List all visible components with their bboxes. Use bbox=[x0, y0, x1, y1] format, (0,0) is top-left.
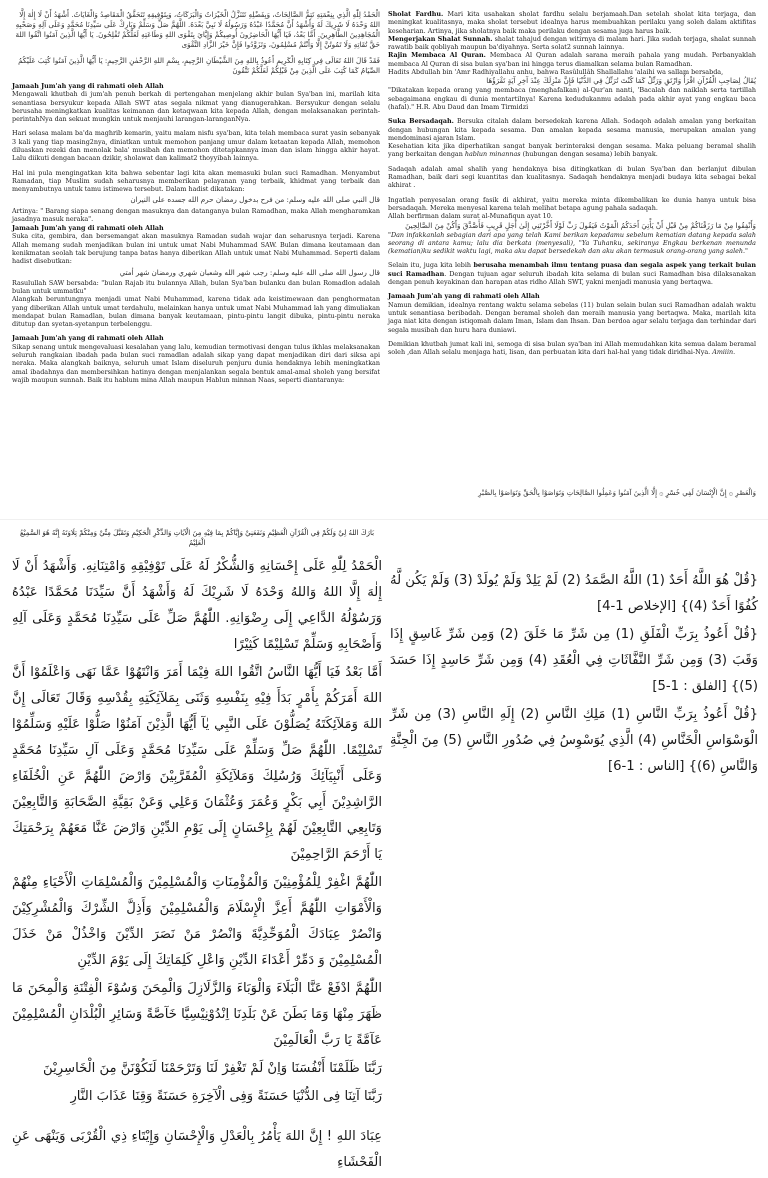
item-heading: Sholat Fardhu. bbox=[388, 10, 444, 18]
section-heading: Jamaah Jum'ah yang di rahmati oleh Allah bbox=[12, 82, 164, 90]
translation-text: "Dikatakan kepada orang yang membaca (menghafalkan) al-Qur'an nanti, 'Bacalah dan naiklah serta tartillah sebagaimana engkau di dunia mentartilnya! Karena kedudukanmu adalah pada akhir ayat yang engkau baca (hafal)." bbox=[388, 86, 756, 111]
surah-al-falaq: {قُلْ أَعُوذُ بِرَبِّ الْفَلَقِ (1) مِن شَرِّ مَا خَلَقَ (2) وَمِن شَرِّ غَاسِقٍ إِذَا وَقَبَ (3) وَمِن شَرِّ النَّفَّاثَاتِ فِي الْعُقَدِ (4) وَمِن شَرِّ حَاسِدٍ إِذَا حَسَدَ (5)} [الفلق : 1-5] bbox=[390, 627, 759, 694]
list-item bbox=[388, 51, 756, 68]
paragraph: Alangkah beruntungnya menjadi umat Nabi Muhammad, karena tidak ada keistimewaan dan penghormatan yang diberikan Allah untuk umat terdahulu, melainkan hanya untuk umat Nabi Muhammad lah yang dimuliakan mendapat bulan Ramadlan, bulan dimana banyak keutamaan, pintu-pintu langit dibuka, pintu-pintu neraka ditutup dan syetan-syetanpun terbelenggu. bbox=[12, 295, 380, 329]
paragraph: Sikap senang untuk mengevaluasi kesalahan yang lalu, kemudian termotivasi dengan tulus ikhlas melaksanakan seluruh rangkaian ibadah pada bulan suci ramadlan adalah sikap yang dapat menjadikan diri dari siksa api neraka. Maka alangkah baiknya, seluruh umat Islam diseluruh penjuru dunia hendaknya lebih meningkatkan amal ibadahnya dan membersihkan hatinya dengan menjalankan segala bentuk amal-amal sholeh yang bersifat wajib maupun sunnah. Baik itu hablum mina Allah maupun Hablun minnan Naas, seperti diantaranya: bbox=[12, 342, 380, 384]
arabic-paragraph: اللّٰهُمَّ ادْفَعْ عَنَّا الْبَلَاءَ وَالْوَبَاءَ وَالزَّلَازِلَ وَالْمِحَنَ وَسُوْءَ الْفِتْنَةِ وَالْمِحَنَ مَا ظَهَرَ مِنْهَا وَمَا بَطَنَ عَنْ بَلَدِنَا اِنْدُوْنِيْسِيَّا خَآصَّةً وَسَائِرِ الْبُلْدَانِ الْمُسْلِمِيْنَ عَآمَّةً يَا رَبَّ الْعَالَمِيْنَ bbox=[12, 981, 382, 1048]
section-heading: Jamaah Jum'ah yang di rahmati oleh Allah bbox=[12, 334, 164, 343]
text-run: . Dengan tujuan agar seluruh ibadah kita selama di bulan suci Ramadhan bisa dilaksanakan dengan penuh keyakinan dan harapan atas ridho Allah SWT, yakni menjadi manusia yang bertaqwa. bbox=[388, 269, 756, 287]
arabic-paragraph: اللّٰهُمَّ اغْفِرْ لِلْمُؤْمِنِيْنَ وَالْمُؤْمِنَاتِ وَالْمُسْلِمِيْنَ وَالْمُسْلِمَاتِ الْأَحْيَاءِ مِنْهُمْ وَالْأَمْوَاتِ اللّٰهُمَّ أَعِزَّ الْإِسْلَامَ وَالْمُسْلِمِيْنَ وَأَذِلَّ الشِّرْكَ وَالْمُشْرِكِيْنَ وَانْصُرْ عِبَادَكَ الْمُوَحِّدِيَّةَ وَانْصُرْ مَنْ نَصَرَ الدِّيْنَ وَاخْذُلْ مَنْ خَذَلَ الْمُسْلِمِيْنَ وَ دَمِّرْ أَعْدَاءَ الدِّيْنِ وَاعْلِ كَلِمَاتِكَ إِلَى يَوْمَ الدِّيْنِ bbox=[12, 875, 382, 968]
section-heading: Jamaah Jum'ah yang di rahmati oleh Allah bbox=[12, 224, 164, 233]
text-run: (hubungan dengan sesama) lebih banyak. bbox=[520, 150, 658, 159]
paragraph: Mengawali khutbah di jum'ah penuh berkah di pertengahan menjelang akhir bulan Sya'ban ini, marilah kita senantiasa bersyukur kepada Allah SWT atas segala nikmat yang dianugerahkan. Bersyukur dengan selalu berusaha meningkatkan kualitas keimanan dan ketaqwaan kita kepada Allah, dengan melaksanakan perintah-perintahNya dan sekuat mungkin untuk menjauhi larangan-laranganNya. bbox=[12, 90, 380, 124]
surah-an-nas: {قُلْ أَعُوذُ بِرَبِّ النَّاسِ (1) مَلِكِ النَّاسِ (2) إِلَهِ النَّاسِ (3) مِن شَرِّ الْوَسْوَاسِ الْخَنَّاسِ (4) الَّذِي يُوَسْوِسُ فِي صُدُورِ النَّاسِ (5) مِنَ الْجِنَّةِ وَالنَّاسِ (6)} [الناس : 1-6] bbox=[390, 707, 758, 774]
hadith-intro: Hadits Abdullah bin 'Amr Radhiyallahu anhu, bahwa Rasûlullâh Shallallahu 'alaihi wa sallam bersabda, bbox=[388, 68, 724, 77]
upper-page bbox=[0, 0, 768, 515]
right-column bbox=[388, 10, 756, 362]
quran-reference: Allah berfirman dalam surat al-Munafiqun ayat 10. bbox=[388, 212, 553, 221]
arabic-paragraph: الْحَمْدُ لِلّٰهِ عَلَى إِحْسَانِهِ وَالشُّكْرُ لَهُ عَلَى تَوْفِيْقِهِ وَامْتِنَانِهِ. وَأَشْهَدُ أَنْ لَا إِلٰهَ إِلَّا اللهُ وَاللهُ وَحْدَهُ لَا شَرِيْكَ لَهُ وَأَشْهَدُ أَنَّ سَيِّدَنَا مُحَمَّدًا عَبْدُهُ وَرَسُوْلُهُ الدَّاعِي إِلَى رِضْوَانِهِ. اللّٰهُمَّ صَلِّ عَلَى سَيِّدِنَا مُحَمَّدٍ وَعَلَى آلِهِ وَأَصْحَابِهِ وَسَلِّمْ تَسْلِيْمًا كَثِيْرًا bbox=[12, 559, 382, 652]
list-item bbox=[388, 35, 756, 52]
page-separator bbox=[0, 519, 768, 520]
item-heading: Rajin Membaca Al Quran. bbox=[388, 51, 486, 60]
item-heading: Suka Bersadaqah. bbox=[388, 117, 454, 126]
surah-al-ikhlas: {قُلْ هُوَ اللَّهُ أَحَدٌ (1) اللَّهُ الصَّمَدُ (2) لَمْ يَلِدْ وَلَمْ يُولَدْ (3) وَلَمْ يَكُن لَّهُ كُفُوًا أَحَدٌ (4)} [الإخلاص 1-4] bbox=[390, 573, 759, 614]
paragraph: Sadaqah adalah amal shalih yang hendaknya bisa ditingkatkan di bulan Sya'ban dan berlanjut dibulan Ramadhan, baik dari segi kuantitas dan kualitasnya. Sadaqah hendaknya menjadi budaya kita sebagai bekal akhirat . bbox=[388, 164, 756, 190]
text-run: Demikian khutbah jumat kali ini, semoga di sisa bulan sya'ban ini Allah memudahkan kita semua dalam beramal soleh ,dan Allah selalu menjaga hati, lisan, dan perbuatan kita dari hal-hal yang tidak diridhai-Nya. bbox=[388, 339, 756, 357]
translation: "Dan infakkanlah sebagian dari apa yang telah Kami berikan kepadamu sebelum kematian datang kepada salah seorang di antara kamu; lalu dia berkata (menyesali), "Ya Tuhanku, sekiranya Engkau berkenan menunda (kematian)ku sedikit waktu lagi, maka aku dapat bersedekah dan aku akan termasuk orang-orang yang saleh." bbox=[388, 230, 756, 256]
italic-term: hablun minannas bbox=[464, 150, 521, 159]
arabic-quran-verse: فَقَدْ قَالَ اللهُ تَعَالَى فِي كِتَابِهِ الْكَرِيمِ أَعُوذُ بِاللهِ مِنَ الشَّيْطَانِ الرَّجِيمِ، بِسْمِ اللهِ الرَّحْمٰنِ الرَّحِيمِ: يَا أَيُّهَا الَّذِينَ آمَنُوا كُتِبَ عَلَيْكُمُ الصِّيَامُ كَمَا كُتِبَ عَلَى الَّذِينَ مِنْ قَبْلِكُمْ لَعَلَّكُمْ تَتَّقُونَ bbox=[18, 56, 380, 75]
list-item bbox=[388, 117, 756, 142]
paragraph: Ingatlah penyesalan orang fasik di akhirat, yaitu mereka minta dikembalikan ke dunia hanya untuk bisa bersadaqah. Mereka menyesal karena telah melihat betapa agung pahala sadaqah. bbox=[388, 195, 756, 212]
item-heading: Mengerjakan Shalat Sunnah. bbox=[388, 34, 493, 43]
paragraph: Namun demikian, idealnya rentang waktu selama sebelas (11) bulan selain bulan suci Ramadhan adalah waktu untuk senantiasa beribadah. Dengan beramal sholeh dan meraih manusia yang bertaqwa. Maka, marilah kita jaga niat kita dengan istiqomah dalam Iman, Islam dan Ihsan. Dan berdoa agar selalu terjaga dan terhindar dari segala musibah dan huru hara duniawi. bbox=[388, 300, 756, 334]
section-heading: Jamaah Jum'ah yang di rahmati oleh Allah bbox=[388, 292, 540, 301]
arabic-paragraph: رَبَّنَا آتِنَا فِى الدُّنْيَا حَسَنَةً وَفِى الْآخِرَةِ حَسَنَةً وَقِنَا عَذَابَ النَّارِ bbox=[70, 1089, 382, 1104]
arabic-paragraph: رَبَّنَا ظَلَمْنَا أَنْفُسَنَا وَاِنْ لَمْ تَغْفِرْ لَنَا وَتَرْحَمْنَا لَنَكُوْنَنَّ مِنَ الْخَاسِرِيْنَ bbox=[43, 1061, 382, 1076]
item-text: Mari kita usahakan sholat fardhu selalu berjamaah.Dan setelah sholat kita terjaga, dan meningkat kualitasnya, maka sholat tersebut idealnya harus membuahkan perilaku yang soleh dalam aktifitas keseharian. Artinya, jika sholatnya baik maka perilaku dengan sesama juga harus baik. bbox=[388, 10, 756, 35]
paragraph: Artinya: " Barang siapa senang dengan masuknya dan datanganya bulan Ramadhan, maka Allah mengharamkan jasadnya masuk neraka". bbox=[12, 206, 380, 223]
arabic-hadith: قال النبي صلى الله عليه وسلم: من فرح بدخول رمضان حرم الله جسده على النيران bbox=[130, 194, 380, 204]
amin-text: Amiiin. bbox=[710, 348, 736, 357]
paragraph bbox=[388, 261, 756, 286]
paragraph: Rasulullah SAW bersabda: "bulan Rajab itu bulannya Allah, bulan Sya'ban bulanku dan bulan Romadlon adalah bulan untuk ummatku" bbox=[12, 278, 380, 295]
arabic-opening: الْحَمْدُ لِلّٰهِ الَّذِي بِنِعْمَتِهِ تَتِمُّ الصَّالِحَاتُ، وَبِفَضْلِهِ تَتَنَزَّلُ الْخَيْرَاتُ وَالْبَرَكَاتُ، وَبِتَوْفِيقِهِ تَتَحَقَّقُ الْمَقَاصِدُ وَالْغَايَاتُ. أَشْهَدُ أَنْ لَا إِلٰهَ إِلَّا اللهُ وَحْدَهُ لَا شَرِيكَ لَهُ وَأَشْهَدُ أَنَّ مُحَمَّدًا عَبْدُهُ وَرَسُولُهُ لَا نَبِيَّ بَعْدَهُ. اللَّهُمَّ صَلِّ وَسَلِّمْ وَبَارِكْ عَلَى سَيِّدِنَا مُحَمَّدٍ وَعَلَى آلِهِ وَصَحْبِهِ الْمُجَاهِدِينَ الطَّاهِرِينَ. أَمَّا بَعْدُ، فَيَا أَيُّهَا الْحَاضِرُونَ أُوصِيكُمْ وَإِيَّايَ بِتَقْوَى اللهِ وَطَاعَتِهِ لَعَلَّكُمْ تُفْلِحُونَ. يَا أَيُّهَا الَّذِينَ آمَنُوا اتَّقُوا اللهَ حَقَّ تُقَاتِهِ وَلَا تَمُوتُنَّ إِلَّا وَأَنْتُمْ مُسْلِمُونَ، وَتَزَوَّدُوا فَإِنَّ خَيْرَ الزَّادِ التَّقْوَى bbox=[15, 10, 380, 49]
lower-page bbox=[0, 528, 768, 1170]
arabic-hadith: قال رسول الله صلى الله عليه وسلم: رجب شهر الله وشعبان شهري ورمضان شهر أمتي bbox=[119, 267, 380, 277]
list-item bbox=[388, 10, 756, 35]
text-run: Kesehatian kita jika diperhatikan sangat banyak berinteraksi dengan sesama. Maka peluang beramal shalih yang berkaitan dengan bbox=[388, 142, 756, 159]
item-text: Membaca Al Quran adalah sarana meraih pahala yang mudah. Perbanyaklah membaca Al Quran di sisa bulan sya'ban ini hingga terus diamalkan selama bulan Ramadhan. bbox=[388, 51, 756, 68]
arabic-hadith: يُقَالُ لِصَاحِبِ الْقُرْآنِ اقْرَأْ وَارْتَقِ وَرَتِّلْ كَمَا كُنْتَ تُرَتِّلُ فِي الدُّنْيَا فَإِنَّ مَنْزِلَكَ عِنْدَ آخِرِ آيَةٍ تَقْرَؤُهَا bbox=[486, 76, 756, 86]
hadith-source: H.R. Abu Daud dan Imam Tirmidzi bbox=[414, 102, 529, 111]
paragraph: Hari selasa malam ba'da maghrib kemarin, yaitu malam nisfu sya'ban, kita telah membaca surat yasin sebanyak 3 kali yang tiap masing2nya, diniatkan untuk memohon panjang umur dalam ketaatan kepada Allah, memohon diluaskan rezeki dan menolak bala' musibah dan memohon ditetapkannya iman dan islam hingga akhir hayat. Lalu diikuti dengan bacaan dzikir, sholawat dan kalimat2 thoyyibah lainnya. bbox=[12, 129, 380, 163]
surah-list bbox=[390, 568, 758, 782]
second-khutbah bbox=[12, 528, 382, 1178]
paragraph: Suka cita, gembira, dan bersemangat akan masuknya Ramadan sudah wajar dan seharusnya terjadi. Karena Allah memang sudah menjadikan bulan ini untuk umat Nabi Muhammad SAW. Bulan dimana keutamaan dan kenikmatan seolah tak berujung tanpa batas hanya diberikan Allah untuk umat Nabi Muhammad. Seperti dalam hadist disebutkan: bbox=[12, 232, 380, 266]
paragraph bbox=[388, 142, 756, 159]
arabic-quran-verse: وَأَنْفِقُوا مِنْ مَا رَزَقْنَاكُمْ مِنْ قَبْلِ أَنْ يَأْتِيَ أَحَدَكُمُ الْمَوْتُ فَيَقُولَ رَبِّ لَوْلَا أَخَّرْتَنِي إِلَىٰ أَجَلٍ قَرِيبٍ فَأَصَّدَّقَ وَأَكُنْ مِنَ الصَّالِحِينَ bbox=[405, 220, 756, 230]
paragraph bbox=[388, 340, 756, 357]
arabic-closing-verse: وَالْعَصْرِ ۞ إِنَّ الْإِنْسَانَ لَفِي خُسْرٍ ۞ إِلَّا الَّذِينَ آمَنُوا وَعَمِلُوا الصَّالِحَاتِ وَتَوَاصَوْا بِالْحَقِّ وَتَوَاصَوْا بِالصَّبْرِ bbox=[478, 489, 756, 497]
left-column bbox=[12, 10, 380, 390]
arabic-intro: بَارَكَ اللهُ لِيْ وَلَكُمْ فِي الْقُرْآنِ الْعَظِيْمِ وَنَفَعَنِيْ وَإِيَّاكُمْ بِمَا فِيْهِ مِنَ الْآيَاتِ وَالذِّكْرِ الْحَكِيْمِ وَتَقَبَّلَ مِنِّيْ وَمِنْكُمْ تِلَاوَتَهُ إِنَّهُ هُوَ السَّمِيْعُ الْعَلِيْمُ bbox=[19, 529, 375, 547]
text-run: Selain itu, juga kita lebih bbox=[388, 261, 474, 270]
arabic-paragraph: عِبَادَ اللهِ ! إِنَّ اللهَ يَأْمُرُ بِالْعَدْلِ وَالْإِحْسَانِ وَإِيْتَاءِ ذِي الْقُرْبَى وَيَنْهَى عَنِ الْفَحْشَاءِ bbox=[12, 1129, 382, 1170]
paragraph: Hal ini pula mengingatkan kita bahwa sebentar lagi kita akan memasuki bulan suci Ramadhan. Menyambut Ramadan, tiap Muslim sudah seharusnya memberikan pelayanan yang terbaik, khidmat yang terbaik dan menyambutnya untuk tamu istimewa tersebut. Dalam hadist dikatakan: bbox=[12, 168, 380, 194]
bold-phrase: berusaha menambah ilmu tentang puasa dan segala aspek yang terkait bulan suci Ramadhan bbox=[388, 261, 756, 278]
translation bbox=[388, 86, 756, 111]
item-text: shalat tahajud dengan witirnya di malam hari. Jika sudah terjaga, shalat sunnah rawatib baik qobliyah maupun ba'diyahnya. Serta solat2 sunnah lainnya. bbox=[388, 34, 756, 52]
item-text: Bersuka citalah dalam bersedekah karena Allah. Sodaqoh adalah amalan yang berkaitan dengan hubungan kita kepada sesama. Dan amalan kepada sesama manusia, merupakan amalan yang mendominasi ajaran Islam. bbox=[388, 117, 756, 142]
arabic-paragraph: أَمَّا بَعْدُ فَيَا أَيُّهَا النَّاسُ اتَّقُوا اللهَ فِيْمَا أَمَرَ وَانْتَهُوْا عَمَّا نَهَى وَاعْلَمُوْا أَنَّ اللهَ أَمَرَكُمْ بِأَمْرٍ بَدَأَ فِيْهِ بِنَفْسِهِ وَثَنَى بِمَلآئِكَتِهِ بِقُدْسِهِ وَقَالَ تَعَالَى إِنَّ اللهَ وَمَلآئِكَتَهُ يُصَلُّوْنَ عَلَى النَّبِي يٰآ أَيُّهَا الَّذِيْنَ آمَنُوْا صَلُّوْا عَلَيْهِ وَسَلِّمُوْا تَسْلِيْمًا. اللّٰهُمَّ صَلِّ وَسَلِّمْ عَلَى سَيِّدِنَا مُحَمَّدٍ وَعَلَى آلِ سَيِّدِنَا مُحَمَّدٍ وَعَلَى أَنْبِيَآئِكَ وَرُسُلِكَ وَمَلآئِكَةِ الْمُقَرَّبِيْنَ وَارْضَ اللّٰهُمَّ عَنِ الْخُلَفَاءِ الرَّاشِدِيْنَ أَبِي بَكْرٍ وَعُمَرَ وَعُثْمَانَ وَعَلِي وَعَنْ بَقِيَّةِ الصَّحَابَةِ وَالتَّابِعِيْنَ وَتَابِعِي التَّابِعِيْنَ لَهُمْ بِإِحْسَانٍ إِلَى يَوْمِ الدِّيْنِ وَارْضَ عَنَّا مَعَهُمْ بِرَحْمَتِكَ يَا أَرْحَمَ الرَّاحِمِيْنَ bbox=[12, 665, 382, 862]
